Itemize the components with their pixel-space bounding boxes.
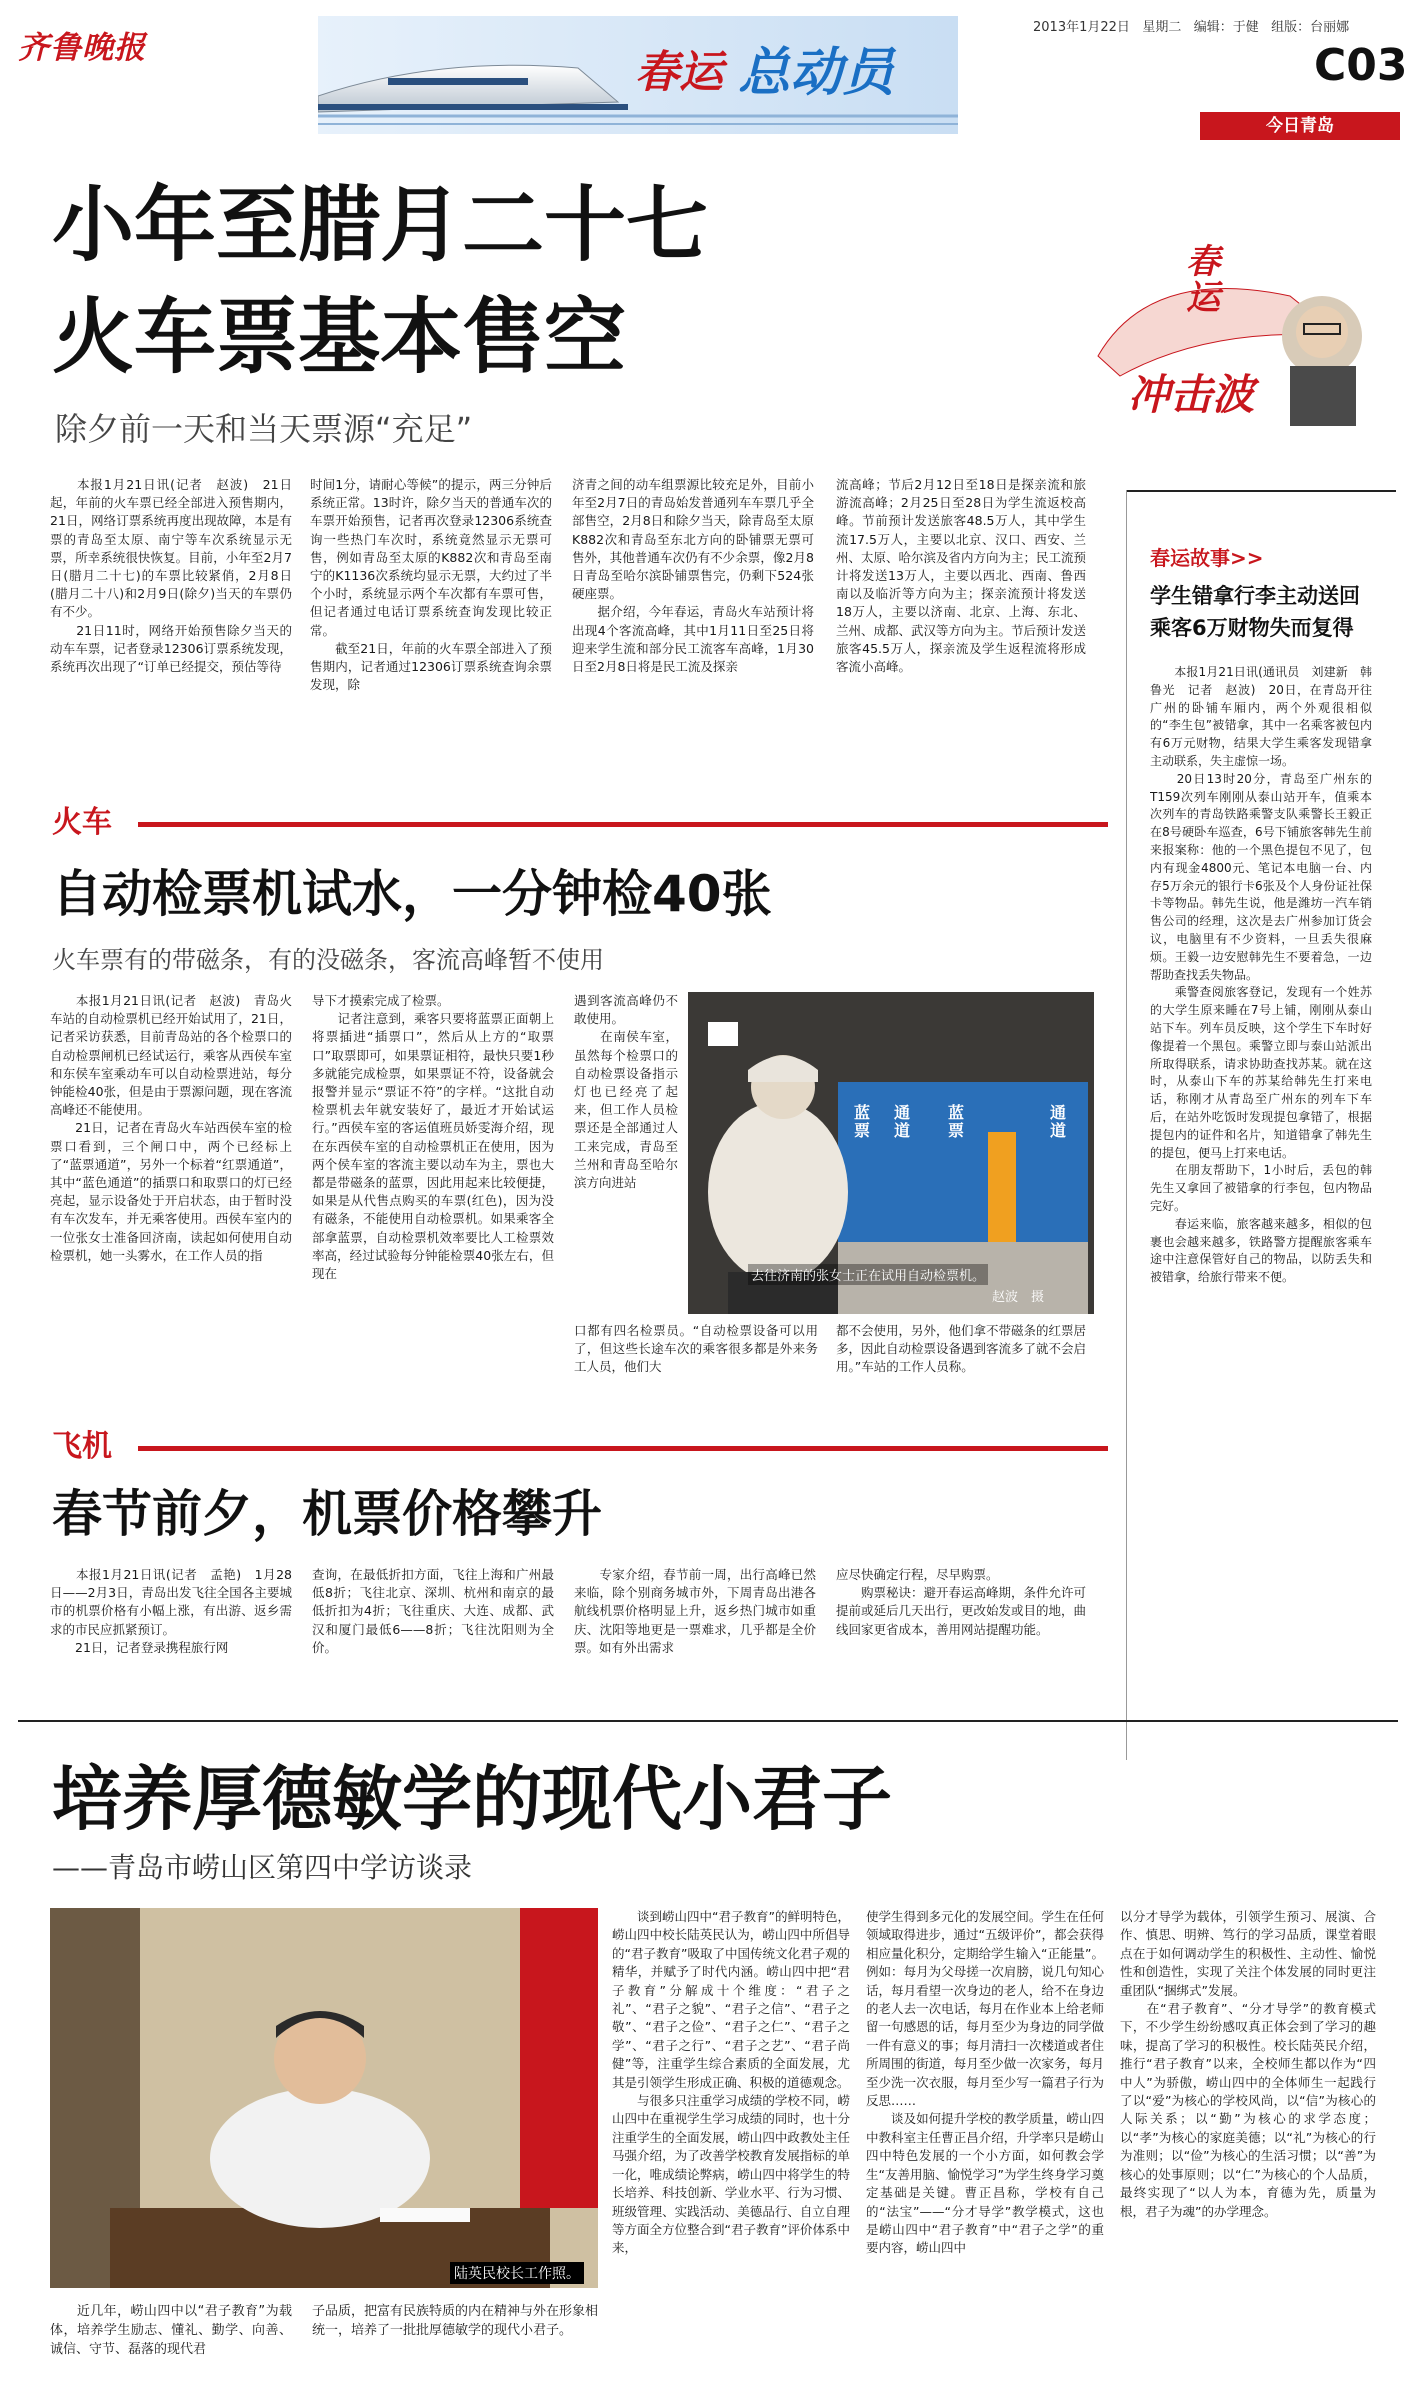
sidebar-headline-line1: 学生错拿行李主动送回 <box>1150 584 1360 608</box>
story2-col4-tail: 都不会使用，另外，他们拿不带磁条的红票居多，因此自动检票设备遇到客流多了就不会启用。”车站的工作人员称。 <box>836 1323 1086 1375</box>
gate-sign-2: 通道 <box>894 1103 911 1140</box>
story2-col2: 导下才摸索完成了检票。 记者注意到，乘客只要将蓝票正面朝上将票插进“插票口”，然后从上方的“取票口”取票即可，如果票证相符，最快只要1秒多就能完成检票，如果票证不符，设备就会报警并显示“票证不符”的字样。“这批自动检票机去年就安装好了，最近才开始试运行。”西侯车室的客运值班员娇雯海介绍，现在东西侯车室的自动检票机正在使用，因为两个侯车室的客流主要以动车为主，票也大都是带磁条的蓝票，因此用起来比较便捷，如果是从代售点购买的车票(红色)，因为没有磁条，不能使用自动检票机。如果乘客全部拿蓝票，自动检票机效率要比人工检票效率高，经过试验每分钟能检票40张左右，但现在 <box>312 993 554 1282</box>
story1-title-line2: 火车票基本售空 <box>52 290 627 385</box>
story4-intro: 近几年，崂山四中以“君子教育”为载体，培养学生励志、懂礼、勤学、向善、诚信、守节、磊落的现代君 <box>50 2304 292 2357</box>
gate-sign-1: 蓝票 <box>854 1103 871 1140</box>
story2-col3: 遇到客流高峰仍不敢使用。 在南侯车室，虽然每个检票口的自动检票设备指示灯也已经亮了起来，但工作人员检票还是全部通过人工来完成，青岛至兰州和青岛至哈尔滨方向进站 <box>574 993 678 1191</box>
story1-col1: 本报1月21日讯(记者 赵波) 21日起，年前的火车票已经全部进入预售期内，21日，网络订票系统再度出现故障，本是有票的青岛至太原、南宁等车次系统显示无票，所幸系统很快恢复。目前，小年至2月7日(腊月二十七)的车票比较紧俏，2月8日(腊月二十八)和2月9日(除夕)当天的车票仍有不少。 21日11时，网络开始预售除夕当天的动车车票，记者登录12306订票系统发现，系统再次出现了“订单已经提交，预估等待 <box>50 477 292 675</box>
story1-subtitle: 除夕前一天和当天票源“充足” <box>55 410 473 448</box>
banner-title-part2: 总动员 <box>738 43 895 103</box>
story2-photo-caption: 去往济南的张女士正在试用自动检票机。 <box>748 1264 988 1285</box>
story2-subtitle: 火车票有的带磁条，有的没磁条，客流高峰暂不使用 <box>52 946 604 974</box>
story3-col3: 专家介绍，春节前一周，出行高峰已然来临，除个别商务城市外，下周青岛出港各航线机票价格明显上升，返乡热门城市如重庆、沈阳等地更是一票难求，几乎都是全价票。如有外出需求 <box>574 1567 816 1655</box>
sidebar-left-rule <box>1126 490 1127 1760</box>
story1-col4: 流高峰；节后2月12日至18日是探亲流和旅游流高峰；2月25日至28日为学生流返校高峰。节前预计发送旅客48.5万人，其中学生流17.5万人，主要以北京、汉口、西安、兰州、太原、哈尔滨及省内方向为主；民工流预计将发送13万人，主要以西北、西南、鲁西南以及临沂等方向为主；探亲流预计将发送18万人，主要以济南、北京、上海、东北、兰州、成都、武汉等方向为主。节后预计发送旅客45.5万人，探亲流及学生返程流将形成客流小高峰。 <box>836 477 1086 675</box>
date-line <box>1033 16 1349 35</box>
story2-col3-tail: 口都有四名检票员。“自动检票设备可以用了，但这些长途车次的乘客很多都是外来务工人员，他们大 <box>574 1323 818 1375</box>
story4-photo-caption: 陆英民校长工作照。 <box>450 2262 584 2284</box>
story2-red-bar <box>138 822 1108 827</box>
gate-sign-3: 蓝票 <box>948 1103 965 1140</box>
layout-credit: 组版：台丽娜 <box>1271 20 1350 35</box>
story2-photo-credit: 赵波 摄 <box>992 1290 1045 1305</box>
story3-col1: 本报1月21日讯(记者 孟艳) 1月28日——2月3日，青岛出发飞往全国各主要城市的机票价格有小幅上涨，有出游、返乡需求的市民应抓紧预订。 21日，记者登录携程旅行网 <box>50 1567 292 1655</box>
issue-date: 2013年1月22日 <box>1033 20 1130 35</box>
newspaper-logo: 齐鲁晚报 <box>18 30 146 66</box>
sidebar-logo-bottom: 冲击波 <box>1128 370 1255 419</box>
story4-title: 培养厚德敏学的现代小君子 <box>52 1758 892 1840</box>
sidebar-kicker: 春运故事>> <box>1150 546 1264 570</box>
story4-col-b: 使学生得到多元化的发展空间。学生在任何领域取得进步，通过“五级评价”，都会获得相应量化积分，定期给学生输入“正能量”。例如：每月为父母搓一次肩膀，说几句知心话，每月看望一次身边的老人，给不在身边的老人去一次电话，每月在作业本上给老师留一句感恩的话，每月至少为身边的同学做一件有意义的事；每月清扫一次楼道或者住所周围的街道，每月至少做一次家务，每月至少洗一次衣服，每月至少写一篇君子行为反思…… 谈及如何提升学校的教学质量，崂山四中教科室主任曹正昌介绍，升学率只是崂山四中特色发展的一个小方面，如何教会学生“友善用脑、愉悦学习”为学生终身学习奠定基础是关键。曹正昌称，学校有自己的“法宝”——“分才导学”教学模式，这也是崂山四中“君子教育”中“君子之学”的重要内容，崂山四中 <box>866 1909 1104 2256</box>
sidebar-logo-top: 春运 <box>1186 242 1220 318</box>
issue-weekday: 星期二 <box>1142 20 1182 35</box>
story1-col3: 济青之间的动车组票源比较充足外，目前小年至2月7日的青岛始发普通列车车票几乎全部售空，2月8日和除夕当天，除青岛至太原K882次和青岛至东北方向的卧铺票无票可售外，其他普通车次仍有不少余票，像2月8日青岛至哈尔滨卧铺票售完，仍剩下524张硬座票。 据介绍，今年春运，青岛火车站预计将出现4个客流高峰，其中1月11日至25日将迎来学生流和部分民工流客车高峰，1月30日至2月8日将是民工流及探亲 <box>572 477 814 675</box>
story4-col-a: 谈到崂山四中“君子教育”的鲜明特色，崂山四中校长陆英民认为，崂山四中所倡导的“君子教育”吸取了中国传统文化君子观的精华，并赋予了时代内涵。崂山四中把“君子教育”分解成十个维度：“君子之礼”、“君子之貌”、“君子之信”、“君子之敬”、“君子之俭”、“君子之仁”、“君子之学”、“君子之行”、“君子之艺”、“君子尚健”等，注重学生综合素质的全面发展，尤其是引领学生形成正确、积极的道德观念。 与很多只注重学习成绩的学校不同，崂山四中在重视学生学习成绩的同时，也十分注重学生的全面发展，崂山四中政教处主任马强介绍，为了改善学校教育发展指标的单一化，唯成绩论弊病，崂山四中将学生的特长培养、科技创新、学业水平、行为习惯、班级管理、实践活动、美德品行、自立自理等方面全方位整合到“君子教育”评价体系中来， <box>612 1909 850 2256</box>
story4-intro-cont: 子品质，把富有民族特质的内在精神与外在形象相统一，培养了一批批厚德敏学的现代小君子。 <box>312 2304 598 2338</box>
sidebar-top-rule <box>1126 490 1396 492</box>
story4-col-c: 以分才导学为载体，引领学生预习、展演、合作、慎思、明辨、笃行的学习品质，课堂着眼点在于如何调动学生的积极性、主动性、愉悦性和创造性，实现了关注个体发展的同时更注重团队“捆绑式”发展。 在“君子教育”、“分才导学”的教育模式下，不少学生纷纷感叹真正体会到了学习的趣味，提高了学习的积极性。校长陆英民介绍，推行“君子教育”以来，全校师生都以作为“四中人”为骄傲，崂山四中的全体师生一起践行了以“爱”为核心的学校风尚，以“信”为核心的人际关系；以“勤”为核心的求学态度；以“孝”为核心的家庭美德；以“礼”为核心的行为准则；以“俭”为核心的生活习惯；以“善”为核心的处事原则；以“仁”为核心的个人品质，最终实现了“以人为本，育德为先，质量为根，君子为魂”的办学理念。 <box>1120 1909 1376 2219</box>
sidebar-headline-line2: 乘客6万财物失而复得 <box>1150 616 1354 640</box>
page-number: C03 <box>1314 40 1408 91</box>
story4-photo <box>50 1908 598 2288</box>
story2-title: 自动检票机试水，一分钟检40张 <box>52 865 772 923</box>
story3-red-bar <box>138 1446 1108 1451</box>
gate-sign-4: 通道 <box>1050 1103 1067 1140</box>
story2-col1: 本报1月21日讯(记者 赵波) 青岛火车站的自动检票机已经开始试用了，21日，记者采访获悉，目前青岛站的各个检票口的自动检票闸机已经试运行，乘客从西侯车室和东侯车室乘动车可以自动检票进站，每分钟能检40张，但是由于票源问题，现在客流高峰还不能使用。 21日，记者在青岛火车站西侯车室的检票口看到，三个闸口中，两个已经标上了“蓝票通道”，另外一个标着“红票通道”，其中“蓝色通道”的插票口和取票口的灯已经亮起，显示设备处于开启状态，由于暂时没有车次发车，并无乘客使用。西侯车室内的一位张女士准备回济南，读起如何使用自动检票机，她一头雾水，在工作人员的指 <box>50 993 292 1263</box>
sidebar-body: 本报1月21日讯(通讯员 刘建新 韩鲁光 记者 赵波) 20日，在青岛开往广州的卧铺车厢内，两个外观很相似的“李生包”被错拿，其中一名乘客被包内有6万元财物，结果大学生乘客发现错拿主动联系，失主虚惊一场。 20日13时20分，青岛至广州东的T159次列车刚刚从泰山站开车，值乘本次列车的青岛铁路乘警支队乘警长王毅正在8号硬卧车巡查，6号下铺旅客韩先生前来报案称：他的一个黑色提包不见了，包内有现金4800元、笔记本电脑一台、内存5万余元的银行卡6张及个人身份证社保卡等物品。韩先生说，他是潍坊一汽车销售公司的经理，这次是去广州参加订货会议，电脑里有不少资料，一旦丢失很麻烦。王毅一边安慰韩先生不要着急，一边帮助查找丢失物品。 乘警查阅旅客登记，发现有一个姓苏的大学生原来睡在7号上铺，刚刚从泰山站下车。列车员反映，这个学生下车时好像提着一个黑包。乘警立即与泰山站派出所取得联系，请求协助查找苏某。就在这时，从泰山下车的苏某给韩先生打来电话，称刚才从青岛至广州东的列车下车后，在站外吃饭时发现提包拿错了，根据提包内的证件和名片，知道错拿了韩先生的提包，便马上打来电话。 在朋友帮助下，1小时后，丢包的韩先生又拿回了被错拿的行李包，包内物品完好。 春运来临，旅客越来越多，相似的包裹也会越来越多，铁路警方提醒旅客乘车途中注意保管好自己的物品，以防丢失和被错拿，给旅行带来不便。 <box>1150 665 1372 1285</box>
story3-col2: 查询，在最低折扣方面，飞往上海和广州最低8折；飞往北京、深圳、杭州和南京的最低折扣为4折；飞往重庆、大连、成都、武汉和厦门最低6——8折；飞往沈阳则为全价。 <box>312 1567 554 1655</box>
principal-photo <box>50 1908 598 2288</box>
section-label: 今日青岛 <box>1200 112 1400 140</box>
story1-col2: 时间1分，请耐心等候”的提示，两三分钟后系统正常。13时许，除夕当天的普通车次的车票开始预售，记者再次登录12306系统查询一些热门车次时，系统竟然显示无票可售，例如青岛至太原的K882次和青岛至南宁的K1136次系统均显示无票，大约过了半个小时，系统显示两个车次都有车票可售，但记者通过电话订票系统查询发现比较正常。 截至21日，年前的火车票全部进入了预售期内，记者通过12306订票系统查询余票发现，除 <box>310 477 552 693</box>
story1-title-line1: 小年至腊月二十七 <box>52 178 709 273</box>
story4-top-rule <box>18 1720 1398 1722</box>
story2-category: 火车 <box>52 805 112 840</box>
story4-subtitle: ——青岛市崂山区第四中学访谈录 <box>52 1851 473 1884</box>
story3-title: 春节前夕，机票价格攀升 <box>52 1485 602 1543</box>
story3-category: 飞机 <box>52 1429 112 1464</box>
editor-credit: 编辑：于健 <box>1193 20 1259 35</box>
banner-title-part1: 春运 <box>635 47 723 98</box>
story2-photo <box>688 992 1094 1314</box>
story3-col4: 应尽快确定行程，尽早购票。 购票秘诀：避开春运高峰期，条件允许可提前或延后几天出行，更改始发或目的地，曲线回家更省成本，善用网站提醒功能。 <box>836 1567 1086 1637</box>
